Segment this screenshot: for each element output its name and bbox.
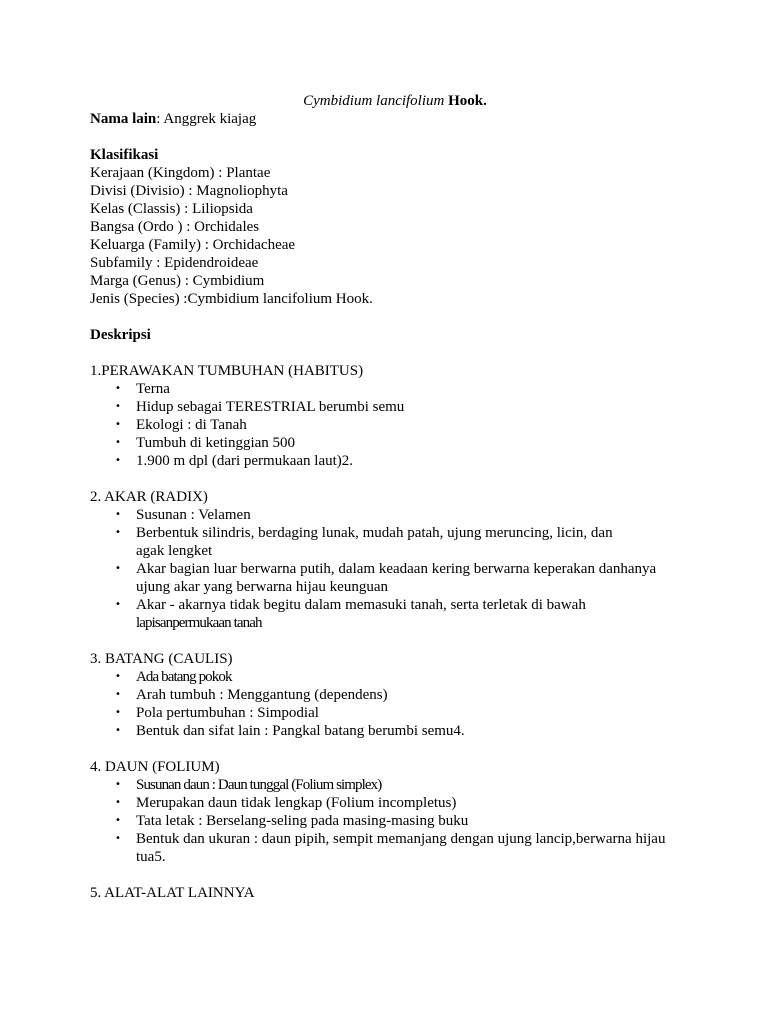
bullet-icon: • (115, 383, 121, 394)
list-item (90, 812, 700, 830)
klasifikasi-row: Keluarga (Family) : Orchidacheae (90, 237, 296, 253)
list-item (90, 686, 700, 704)
list-item (90, 596, 700, 632)
title-author: Hook. (448, 93, 487, 109)
klasifikasi-list (90, 164, 700, 308)
list-item-text: Merupakan daun tidak lengkap (Folium incompletus) (136, 795, 457, 811)
section-title: 3. BATANG (CAULIS) (90, 651, 233, 667)
klasifikasi-row: Kerajaan (Kingdom) : Plantae (90, 165, 271, 181)
list-item-text: Arah tumbuh : Menggantung (dependens) (136, 687, 388, 703)
spacer (90, 470, 700, 488)
list-item-text: Bentuk dan sifat lain : Pangkal batang berumbi semu4. (136, 723, 465, 739)
list-item-text: Tumbuh di ketinggian 500 (136, 435, 296, 451)
bullet-icon: • (115, 689, 121, 700)
page-title (90, 92, 700, 110)
description-sections (90, 344, 700, 902)
klasifikasi-heading: Klasifikasi (90, 147, 159, 163)
spacer (90, 632, 700, 650)
bullet-icon: • (115, 707, 121, 718)
list-item-text: agak lengket (136, 543, 213, 559)
list-item-text: Susunan : Velamen (136, 507, 251, 523)
nama-lain-value: : Anggrek kiajag (156, 111, 257, 127)
spacer (90, 128, 700, 146)
list-item-text: Berbentuk silindris, berdaging lunak, mudah patah, ujung meruncing, licin, dan (136, 525, 613, 541)
document-content (90, 92, 700, 902)
list-item-text: lapisanpermukaan tanah (136, 615, 262, 631)
list-item-text: tua5. (136, 849, 166, 865)
nama-lain-line (90, 110, 700, 128)
list-item-text: Tata letak : Berselang-seling pada masing-masing buku (136, 813, 469, 829)
list-item-text: 1.900 m dpl (dari permukaan laut)2. (136, 453, 354, 469)
list-item (90, 794, 700, 812)
bullet-list (90, 668, 700, 740)
klasifikasi-row: Kelas (Classis) : Liliopsida (90, 201, 253, 217)
deskripsi-heading: Deskripsi (90, 327, 151, 343)
bullet-list (90, 506, 700, 632)
list-item-text: Ada batang pokok (136, 669, 232, 685)
section-title: 2. AKAR (RADIX) (90, 489, 208, 505)
bullet-icon: • (115, 527, 121, 538)
klasifikasi-row: Jenis (Species) :Cymbidium lancifolium Hook. (90, 291, 373, 307)
bullet-icon: • (115, 563, 121, 574)
bullet-list (90, 380, 700, 470)
list-item (90, 668, 700, 686)
bullet-icon: • (115, 815, 121, 826)
section-title: 5. ALAT-ALAT LAINNYA (90, 885, 255, 901)
list-item (90, 776, 700, 794)
list-item-text: Terna (136, 381, 170, 397)
bullet-icon: • (115, 797, 121, 808)
list-item (90, 560, 700, 596)
klasifikasi-row: Divisi (Divisio) : Magnoliophyta (90, 183, 288, 199)
klasifikasi-row: Bangsa (Ordo ) : Orchidales (90, 219, 260, 235)
bullet-icon: • (115, 401, 121, 412)
list-item-text: Bentuk dan ukuran : daun pipih, sempit memanjang dengan ujung lancip,berwarna hijau (136, 831, 666, 847)
section-title: 1.PERAWAKAN TUMBUHAN (HABITUS) (90, 363, 364, 379)
nama-lain-label: Nama lain (90, 111, 157, 127)
bullet-icon: • (115, 419, 121, 430)
bullet-icon: • (115, 455, 121, 466)
list-item (90, 416, 700, 434)
bullet-icon: • (115, 599, 121, 610)
klasifikasi-row: Marga (Genus) : Cymbidium (90, 273, 265, 289)
list-item-text: Pola pertumbuhan : Simpodial (136, 705, 319, 721)
bullet-icon: • (115, 437, 121, 448)
list-item (90, 830, 700, 866)
list-item-text: Akar bagian luar berwarna putih, dalam keadaan kering berwarna keperakan danhanya (136, 561, 657, 577)
list-item (90, 722, 700, 740)
list-item-text: Akar - akarnya tidak begitu dalam memasuki tanah, serta terletak di bawah (136, 597, 586, 613)
section-title: 4. DAUN (FOLIUM) (90, 759, 220, 775)
bullet-icon: • (115, 671, 121, 682)
list-item (90, 506, 700, 524)
list-item (90, 398, 700, 416)
bullet-icon: • (115, 779, 121, 790)
list-item (90, 434, 700, 452)
klasifikasi-row: Subfamily : Epidendroideae (90, 255, 259, 271)
bullet-icon: • (115, 833, 121, 844)
spacer (90, 308, 700, 326)
bullet-icon: • (115, 509, 121, 520)
list-item (90, 380, 700, 398)
list-item (90, 524, 700, 560)
bullet-list (90, 776, 700, 866)
list-item-text: Hidup sebagai TERESTRIAL berumbi semu (136, 399, 405, 415)
list-item (90, 452, 700, 470)
title-species-name: Cymbidium lancifolium (303, 93, 445, 109)
spacer (90, 740, 700, 758)
bullet-icon: • (115, 725, 121, 736)
list-item (90, 704, 700, 722)
list-item-text: ujung akar yang berwarna hijau keunguan (136, 579, 388, 595)
spacer (90, 344, 700, 362)
spacer (90, 866, 700, 884)
list-item-text: Susunan daun : Daun tunggal (Folium simplex) (136, 777, 382, 793)
list-item-text: Ekologi : di Tanah (136, 417, 247, 433)
